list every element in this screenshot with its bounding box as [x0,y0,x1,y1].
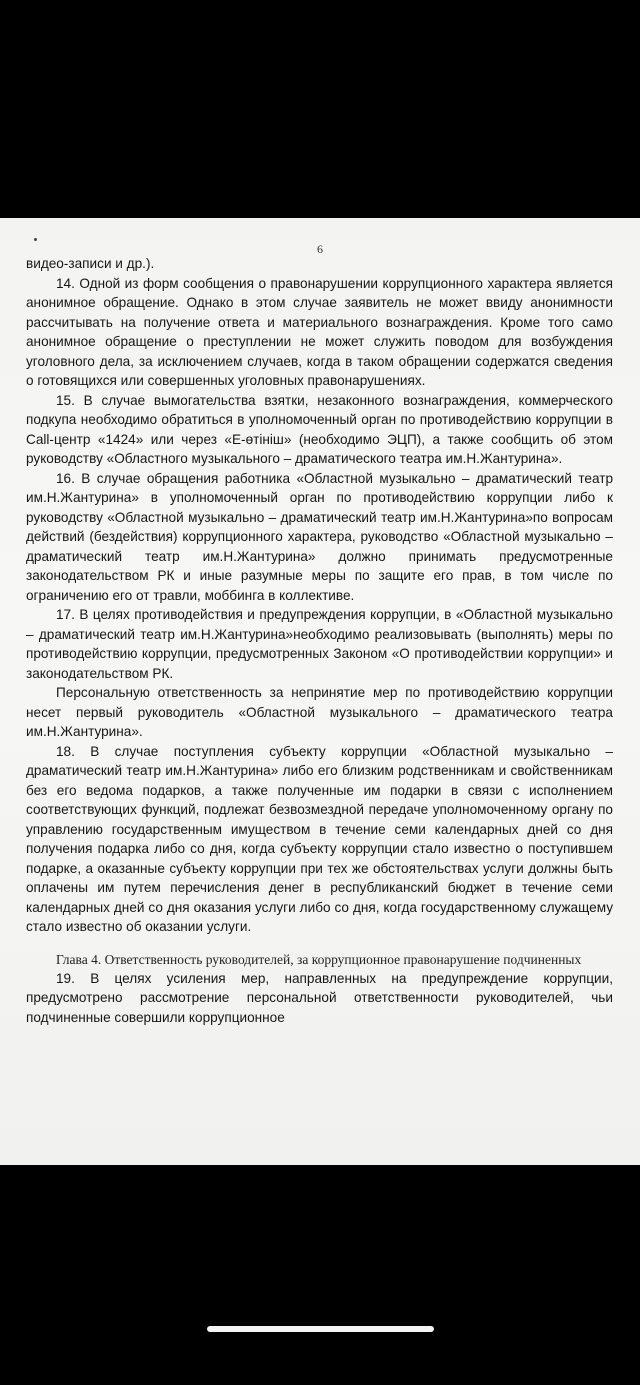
page-number: 6 [317,242,323,256]
paragraph-17: 17. В целях противодействия и предупреждения коррупции, в «Областной музыкально – драматический театр им.Н.Жантурина»необходимо реализовывать (выполнять) меры по противодействию коррупции, предусмотренных Законом «О противодействии коррупции» и законодательством РК. [26,607,613,681]
paragraph-14: 14. Одной из форм сообщения о правонарушении коррупционного характера является анонимное обращение. Однако в этом случае заявитель не может ввиду анонимности рассчитывать на получение ответа и материального вознаграждения. Кроме того само анонимное обращение о преступлении не может служить поводом для возбуждения уголовного дела, за исключением случаев, когда в таком обращении содержатся сведения о готовящихся или совершенных уголовных правонарушениях. [26,275,613,388]
document-page [0,218,640,1165]
scan-mark [34,238,37,241]
paragraph-video: видео-записи и др.). [26,256,155,271]
paragraph-15: 15. В случае вымогательства взятки, незаконного вознаграждения, коммерческого подкупа необходимо обратиться в уполномоченный орган по противодействию коррупции в Call-центр «1424» или через «Е-өтініш» (необходимо ЭЦП), а также сообщить об этом руководству «Областного музыкального – драматического театра им.Н.Жантурина». [26,392,613,466]
paragraph-16: 16. В случае обращения работника «Областной музыкально – драматический театр им.Н.Жантурина» в уполномоченный орган по противодействию коррупции либо к руководству «Областной музыкально – драматический театр им.Н.Жантурина»по вопросам действий (бездействия) коррупционного характера, руководство «Областной музыкально – драматический театр им.Н.Жантурина» должно принимать предусмотренные законодательством РК и иные разумные меры по защите его прав, в том числе по ограничению его от травли, моббинга в коллективе. [26,470,613,603]
paragraph-responsibility: Персональную ответственность за непринятие мер по противодействию коррупции несет первый руководитель «Областной музыкального – драматического театра им.Н.Жантурина». [26,685,613,739]
document-body [26,254,613,1027]
paragraph-19: 19. В целях усиления мер, направленных на предупреждение коррупции, предусмотрено рассмотрение персональной ответственности руководителей, чьи подчиненные совершили коррупционное [26,970,613,1025]
chapter-heading: Глава 4. Ответственность руководителей, за коррупционное правонарушение подчиненных [56,951,582,967]
paragraph-18: 18. В случае поступления субъекту коррупции «Областной музыкально – драматический театр им.Н.Жантурина» либо его близким родственникам и свойственникам без его ведома подарков, а также полученные им подарки в связи с исполнением соответствующих функций, подлежат безвозмездной передаче уполномоченному органу по управлению государственным имуществом в течение семи календарных дней со дня получения подарка либо со дня, когда субъекту коррупции стало известно о поступившем подарке, а оказанные субъекту коррупции при тех же обстоятельствах услуги должны быть оплачены им путем перечисления денег в республиканский бюджет в течение семи календарных дней со дня оказания услуги либо со дня, когда государственному служащему стало известно об оказании услуги. [26,743,613,934]
home-indicator[interactable] [207,1326,434,1332]
